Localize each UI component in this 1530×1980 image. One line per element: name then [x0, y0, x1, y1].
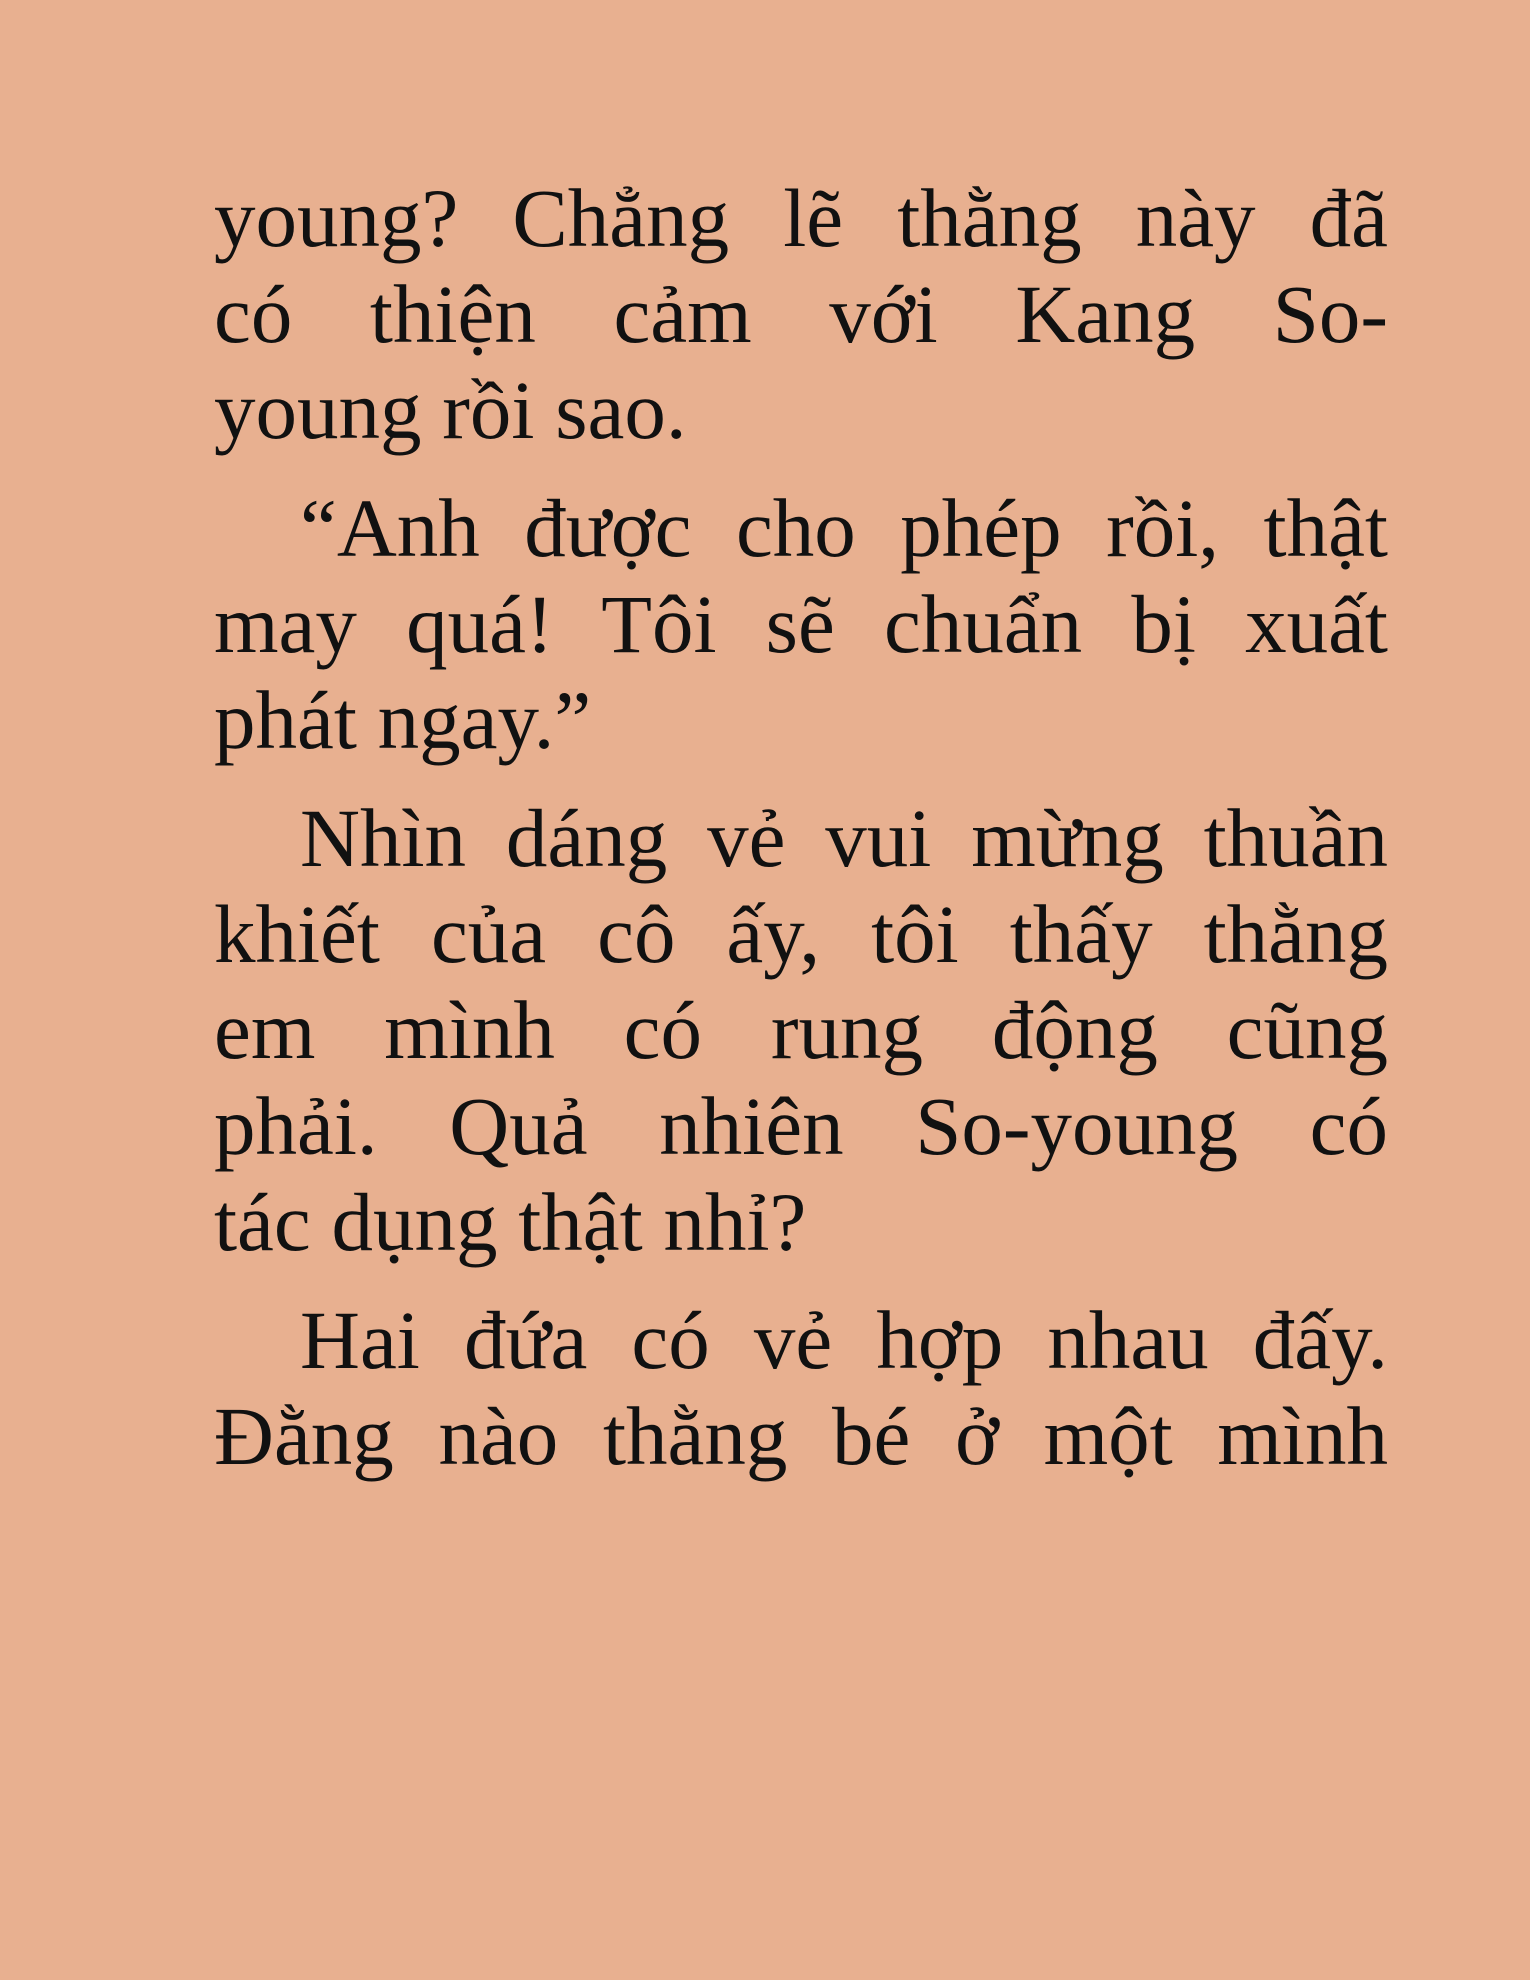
text-line: tác dụng thật nhỉ? — [214, 1176, 807, 1268]
paragraph-spacer — [214, 458, 1388, 480]
paragraph-2 — [214, 480, 1388, 768]
paragraph-4 — [214, 1292, 1388, 1484]
text-line: Hai đứa có vẻ hợp nhau đấy. — [300, 1294, 1388, 1386]
text-line: young rồi sao. — [214, 364, 687, 456]
text-line: em mình có rung động cũng — [214, 984, 1388, 1076]
paragraph-spacer — [214, 1270, 1388, 1292]
paragraph-spacer — [214, 768, 1388, 790]
paragraph-3 — [214, 790, 1388, 1270]
text-line: phát ngay.” — [214, 674, 592, 766]
text-line: phải. Quả nhiên So-young có — [214, 1080, 1388, 1172]
paragraph-1 — [214, 170, 1388, 458]
text-line: khiết của cô ấy, tôi thấy thằng — [214, 888, 1388, 980]
text-line: young? Chẳng lẽ thằng này đã — [214, 172, 1388, 264]
text-line: may quá! Tôi sẽ chuẩn bị xuất — [214, 578, 1388, 670]
text-line: Đằng nào thằng bé ở một mình — [214, 1390, 1388, 1482]
text-line: có thiện cảm với Kang So- — [214, 268, 1388, 360]
text-line: Nhìn dáng vẻ vui mừng thuần — [300, 792, 1388, 884]
document-page — [214, 170, 1388, 1484]
text-line: “Anh được cho phép rồi, thật — [300, 482, 1388, 574]
